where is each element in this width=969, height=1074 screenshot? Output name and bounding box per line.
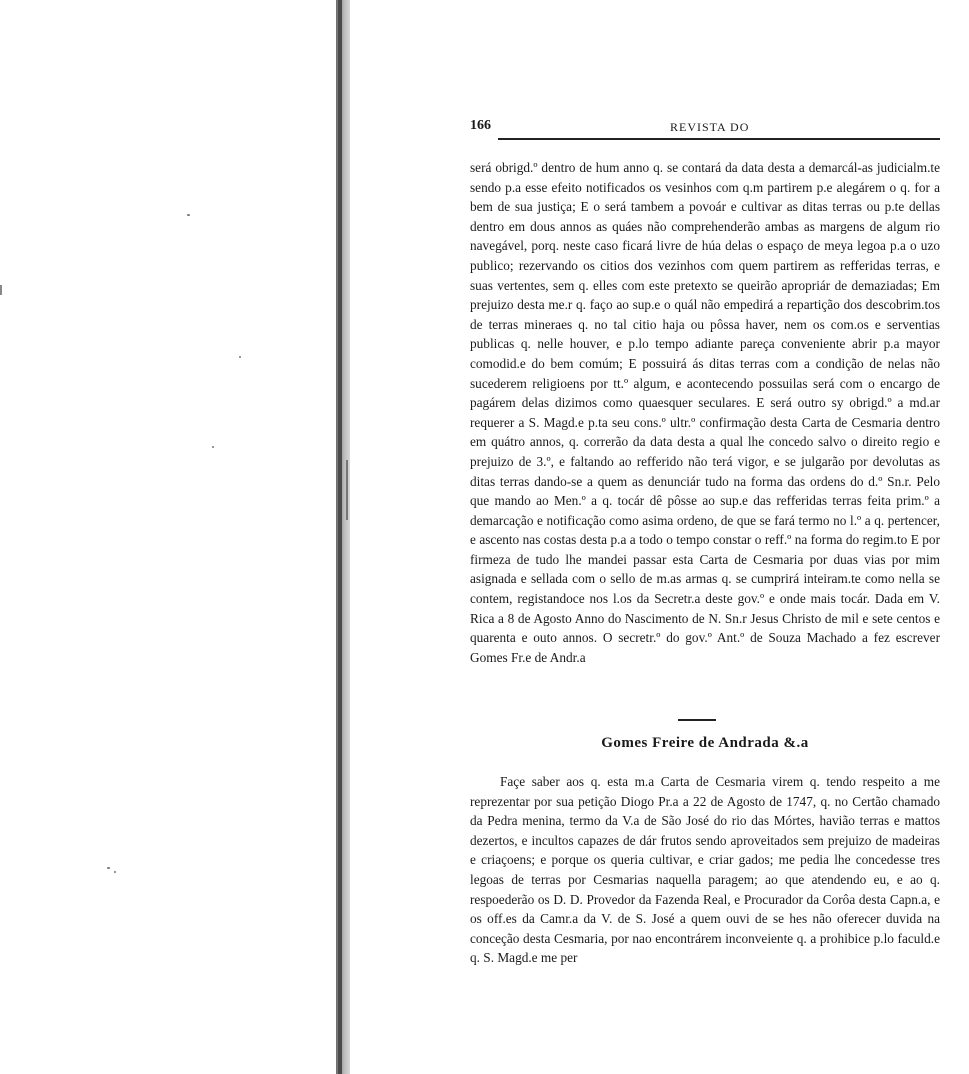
binding-edge-mark bbox=[0, 285, 2, 295]
body-paragraph: Façe saber aos q. esta m.a Carta de Cesmaria virem q. tendo respeito a me reprezentar por sua petição Diogo Pr.a a 22 de Agosto de 1747, q. no Certão chamado da Pedra menina, termo da V.a de São José do rio das Mórtes, havião terras e mattos dezertos, e incultos capazes de dár frutos sendo aproveitados sem prejuizo de madeiras e criaçoens; e porque os queria cultivar, e criar gados; me pedia lhe concedesse tres legoas de terras por Cesmarias naquella paragem; ao que atendendo eu, e ao q. respoederão os D. D. Provedor da Fazenda Real, e Procurador da Corôa desta Capn.a, e os off.es da Camr.a da V. de S. José a quem ouvi de se hes não oferecer duvida na conceção desta Cesmaria, por nao encontrárem inconveiente q. a prohibice p.lo faculd.e q. S. Magd.e me per bbox=[470, 774, 940, 966]
running-title: REVISTA DO bbox=[670, 120, 750, 134]
page-header bbox=[470, 118, 940, 136]
header-rule bbox=[498, 138, 940, 140]
paper-speck bbox=[114, 871, 116, 873]
paper-speck bbox=[239, 356, 241, 358]
page-number: 166 bbox=[470, 118, 491, 133]
paper-speck bbox=[212, 446, 214, 448]
section-divider bbox=[678, 719, 716, 721]
printed-page bbox=[350, 0, 969, 1074]
body-paragraph: será obrigd.º dentro de hum anno q. se contará da data desta a demarcál-as judicialm.te sendo p.a esse efeito notificados os vesinhos com q.m partirem p.e alegárem o q. for a bem de sua justiça; E o será tambem a povoár e cultivar as ditas terras ou p.te dellas dentro em dous annos as quáes não comprehenderão ambas as margens de algum rio navegável, porq. neste caso ficará livre de húa delas o espaço de meya legoa p.a o uzo publico; rezervando os citios dos vezinhos com quem partirem as refferidas terras, e suas vertentes, sem q. elles com este pretexto se queirão apropriár de demaziadas; Em prejuizo desta me.r q. faço ao sup.e o quál não empedirá a repartição dos descobrim.tos de terras mineraes q. no tal citio haja ou pôssa haver, nem os com.os e serventias publicas q. nelle houver, e p.lo tempo adiante pareça conveniente abrir p.a mayor comodid.e do bem comúm; E possuirá ás ditas terras com a condição de nelas não sucederem religioens por tt.º algum, e acontecendo possuilas será com o encargo de pagárem delas dizimos como quaesquer seculares. E será outro sy obrigd.º a md.ar requerer a S. Magd.e p.ta seu cons.º ultr.º confirmação desta Carta de Cesmaria dentro em quátro annos, q. correrão da data desta a qual lhe concedo salvo o direito regio e prejuizo de 3.º, e faltando ao refferido não terá vigor, e se julgarão por devolutas as ditas terras dando-se a quem as denunciár tudo na forma das ordens do d.º Sn.r. Pelo que mando ao Men.º a q. tocár dê pôsse ao sup.e das refferidas terras feita prim.º a demarcação e notificação como asima ordeno, de que se fará termo no l.º a q. pertencer, e ascento nas costas desta p.a a todo o tempo constar o reff.º na forma do regim.to E por firmeza de tudo lhe mandei passar esta Carta de Cesmaria por duas vias por mim asignada e sellada com o sello de m.as armas q. se cumprirá inteiram.te como nella se contem, registandoce nos l.os da Secretr.a deste gov.º e onde mais tocár. Dada em V. Rica a 8 de Agosto Anno do Nascimento de N. Sn.r Jesus Christo de mil e sete centos e quarenta e outo annos. O secretr.º do gov.º Ant.º de Souza Machado a fez escrever Gomes Fr.e de Andr.a bbox=[470, 160, 940, 665]
section-heading: Gomes Freire de Andrada &.a bbox=[601, 735, 809, 751]
paper-speck bbox=[107, 867, 110, 869]
book-gutter-spine bbox=[338, 0, 342, 1074]
gutter-mark bbox=[346, 460, 348, 520]
paper-speck bbox=[187, 214, 190, 216]
blank-left-page bbox=[0, 0, 336, 1074]
